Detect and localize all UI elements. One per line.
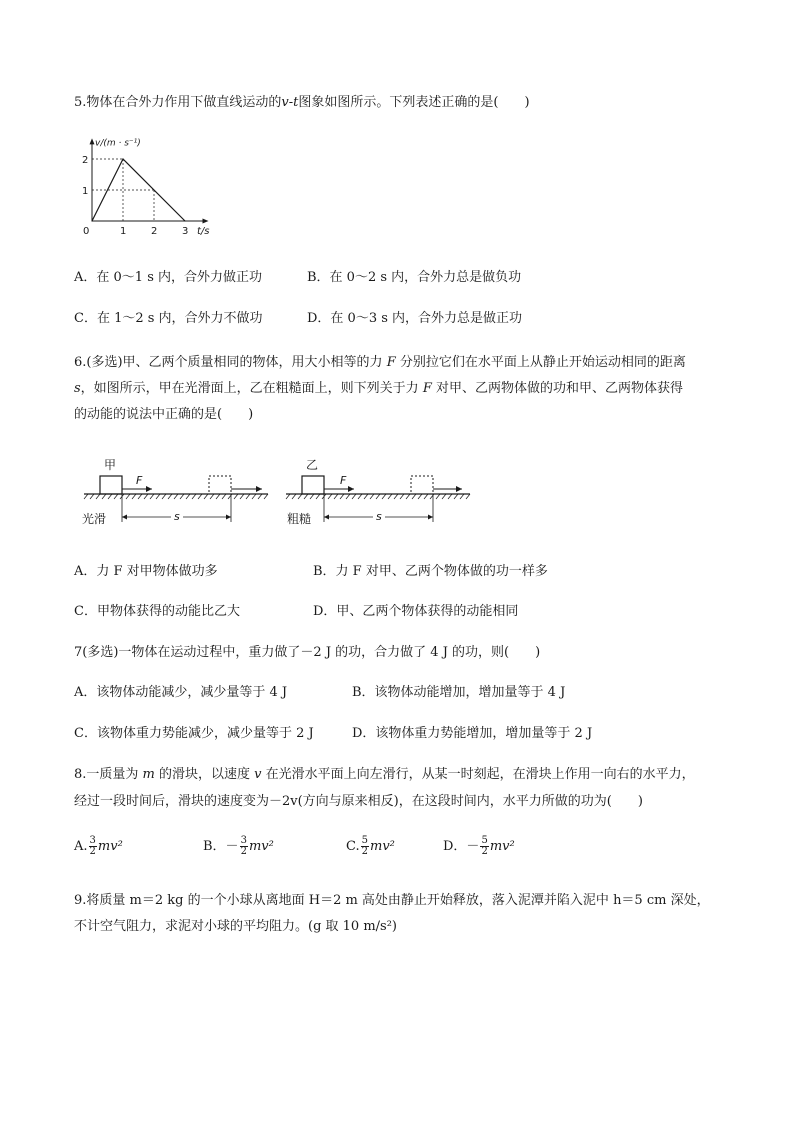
hatch-mark <box>168 494 172 499</box>
fraction: $\frac{5}{2}$ <box>481 835 488 857</box>
x-tick-label: 2 <box>151 226 158 237</box>
fraction: $\frac{3}{2}$ <box>240 835 247 857</box>
hatch-mark <box>258 494 262 499</box>
hatch-mark <box>186 494 190 499</box>
hatch-mark <box>340 494 344 499</box>
hatch-mark <box>328 494 332 499</box>
hatch-mark <box>108 494 112 499</box>
q6-option-c[interactable]: C．甲物体获得的动能比乙大 <box>74 604 240 619</box>
hatch-mark <box>138 494 142 499</box>
surface-label-smooth: 光滑 <box>82 512 107 526</box>
force-arrowhead-jia <box>146 486 152 492</box>
block-yi <box>302 476 324 494</box>
q5-vt-chart <box>74 138 224 240</box>
distance-label-yi: s <box>376 510 382 523</box>
hatch-mark <box>352 494 356 499</box>
q7-option-d[interactable]: D．该物体重力势能增加，增加量等于 2 J <box>352 726 593 741</box>
hatch-mark <box>448 494 452 499</box>
hatch-mark <box>418 494 422 499</box>
q7-option-c[interactable]: C．该物体重力势能减少，减少量等于 2 J <box>74 726 314 741</box>
hatch-mark <box>90 494 94 499</box>
hatch-mark <box>370 494 374 499</box>
label-yi: 乙 <box>306 458 319 472</box>
q6-line1: 6.(多选)甲、乙两个质量相同的物体，用大小相等的力 F 分别拉它们在水平面上从静止开始运动相同的距离 <box>74 355 686 370</box>
q8-line1: 8.一质量为 m 的滑块，以速度 v 在光滑水平面上向左滑行，从某一时刻起，在滑块上作用一向右的水平力， <box>74 767 695 782</box>
force-arrowhead-jia-final <box>256 486 262 492</box>
q5-option-a[interactable]: A．在 0～1 s 内，合外力做正功 <box>74 270 262 285</box>
block-yi-final <box>411 476 433 494</box>
q9-line1: 9.将质量 m＝2 kg 的一个小球从离地面 H＝2 m 高处由静止开始释放，落入泥潭并陷入泥中 h＝5 cm 深处， <box>74 893 710 908</box>
hatch-mark <box>198 494 202 499</box>
q5-option-c[interactable]: C．在 1～2 s 内，合外力不做功 <box>74 311 263 326</box>
hatch-mark <box>150 494 154 499</box>
hatch-mark <box>466 494 470 499</box>
x-tick-label: 1 <box>120 226 127 237</box>
hatch-mark <box>400 494 404 499</box>
hatch-mark <box>264 494 268 499</box>
q6-option-d[interactable]: D．甲、乙两个物体获得的动能相同 <box>313 604 519 619</box>
hatch-mark <box>102 494 106 499</box>
hatch-mark <box>204 494 208 499</box>
hatch-mark <box>382 494 386 499</box>
force-arrowhead-yi-final <box>456 486 462 492</box>
hatch-mark <box>216 494 220 499</box>
force-label-yi: F <box>340 474 347 487</box>
hatch-mark <box>310 494 314 499</box>
x-tick-label: 3 <box>182 226 189 237</box>
dist-arrow-jia-l <box>122 515 127 520</box>
q8-option-a[interactable]: A. $\frac{3}{2}$ mv² <box>74 835 123 857</box>
q7-option-a[interactable]: A．该物体动能减少，减少量等于 4 J <box>74 685 288 700</box>
y-axis-label: v/(m · s⁻¹) <box>95 138 141 149</box>
q7-option-b[interactable]: B．该物体动能增加，增加量等于 4 J <box>352 685 566 700</box>
hatch-mark <box>114 494 118 499</box>
hatch-mark <box>246 494 250 499</box>
hatch-mark <box>84 494 88 499</box>
hatch-mark <box>376 494 380 499</box>
force-arrowhead-yi <box>348 486 354 492</box>
hatch-mark <box>424 494 428 499</box>
chart-plot <box>82 138 210 237</box>
data-point <box>122 158 123 159</box>
block-jia-final <box>209 476 231 494</box>
hatch-mark <box>394 494 398 499</box>
hatch-mark <box>412 494 416 499</box>
q6-option-b[interactable]: B．力 F 对甲、乙两个物体做的功一样多 <box>313 564 548 579</box>
hatch-mark <box>222 494 226 499</box>
q5-option-d[interactable]: D．在 0～3 s 内，合外力总是做正功 <box>307 311 523 326</box>
hatch-mark <box>234 494 238 499</box>
q6-option-a[interactable]: A．力 F 对甲物体做功多 <box>74 564 218 579</box>
hatch-mark <box>132 494 136 499</box>
block-jia <box>100 476 122 494</box>
q9-line2: 不计空气阻力，求泥对小球的平均阻力。(g 取 10 m/s²) <box>74 919 397 934</box>
x-tick-label: 0 <box>83 226 90 237</box>
q8-line2: 经过一段时间后，滑块的速度变为－2v(方向与原来相反)，在这段时间内，水平力所做的功为( ) <box>74 794 643 809</box>
surface-label-rough: 粗糙 <box>287 512 312 526</box>
hatch-mark <box>240 494 244 499</box>
y-tick-label: 2 <box>82 155 89 166</box>
data-point <box>91 220 92 221</box>
hatch-mark <box>460 494 464 499</box>
x-axis-arrow <box>203 219 209 224</box>
q6-line2: s，如图所示，甲在光滑面上，乙在粗糙面上，则下列关于力 F 对甲、乙两物体做的功和甲、乙两物体获得 <box>74 381 684 396</box>
q8-option-c[interactable]: C. $\frac{5}{2}$ mv² <box>346 835 395 857</box>
hatch-mark <box>180 494 184 499</box>
hatch-mark <box>442 494 446 499</box>
fraction: $\frac{3}{2}$ <box>89 835 96 857</box>
hatch-mark <box>454 494 458 499</box>
hatch-mark <box>96 494 100 499</box>
hatch-mark <box>156 494 160 499</box>
hatch-mark <box>334 494 338 499</box>
hatch-mark <box>210 494 214 499</box>
hatch-mark <box>406 494 410 499</box>
force-label-jia: F <box>136 474 143 487</box>
x-axis-label: t/s <box>197 226 210 237</box>
q6-line3: 的动能的说法中正确的是( ) <box>74 407 254 422</box>
dist-arrow-jia-r <box>226 515 231 520</box>
distance-label-jia: s <box>174 510 180 523</box>
fraction: $\frac{5}{2}$ <box>361 835 368 857</box>
hatch-mark <box>358 494 362 499</box>
hatch-mark <box>364 494 368 499</box>
hatch-mark <box>252 494 256 499</box>
hatch-mark <box>436 494 440 499</box>
ground-hatch-jia <box>84 494 268 499</box>
data-point <box>184 220 185 221</box>
q7-stem: 7(多选)一物体在运动过程中，重力做了－2 J 的功，合力做了 4 J 的功，则( ) <box>74 645 541 660</box>
q6-figure <box>82 454 482 526</box>
q8-option-b[interactable]: B．－ $\frac{3}{2}$ mv² <box>203 835 274 857</box>
hatch-mark <box>286 494 290 499</box>
hatch-mark <box>298 494 302 499</box>
dist-arrow-yi-l <box>324 515 329 520</box>
hatch-mark <box>292 494 296 499</box>
hatch-mark <box>126 494 130 499</box>
dist-arrow-yi-r <box>428 515 433 520</box>
q8-option-d[interactable]: D．－ $\frac{5}{2}$ mv² <box>443 835 515 857</box>
hatch-mark <box>346 494 350 499</box>
y-tick-label: 1 <box>82 186 89 197</box>
hatch-mark <box>388 494 392 499</box>
hatch-mark <box>174 494 178 499</box>
q5-option-b[interactable]: B．在 0～2 s 内，合外力总是做负功 <box>307 270 522 285</box>
hatch-mark <box>192 494 196 499</box>
hatch-mark <box>304 494 308 499</box>
hatch-mark <box>162 494 166 499</box>
hatch-mark <box>144 494 148 499</box>
q5-stem: 5.物体在合外力作用下做直线运动的v-t图象如图所示。下列表述正确的是( ) <box>74 95 530 110</box>
ground-hatch-yi <box>286 494 470 499</box>
y-axis-arrow <box>90 138 95 144</box>
hatch-mark <box>316 494 320 499</box>
label-jia: 甲 <box>104 458 117 472</box>
